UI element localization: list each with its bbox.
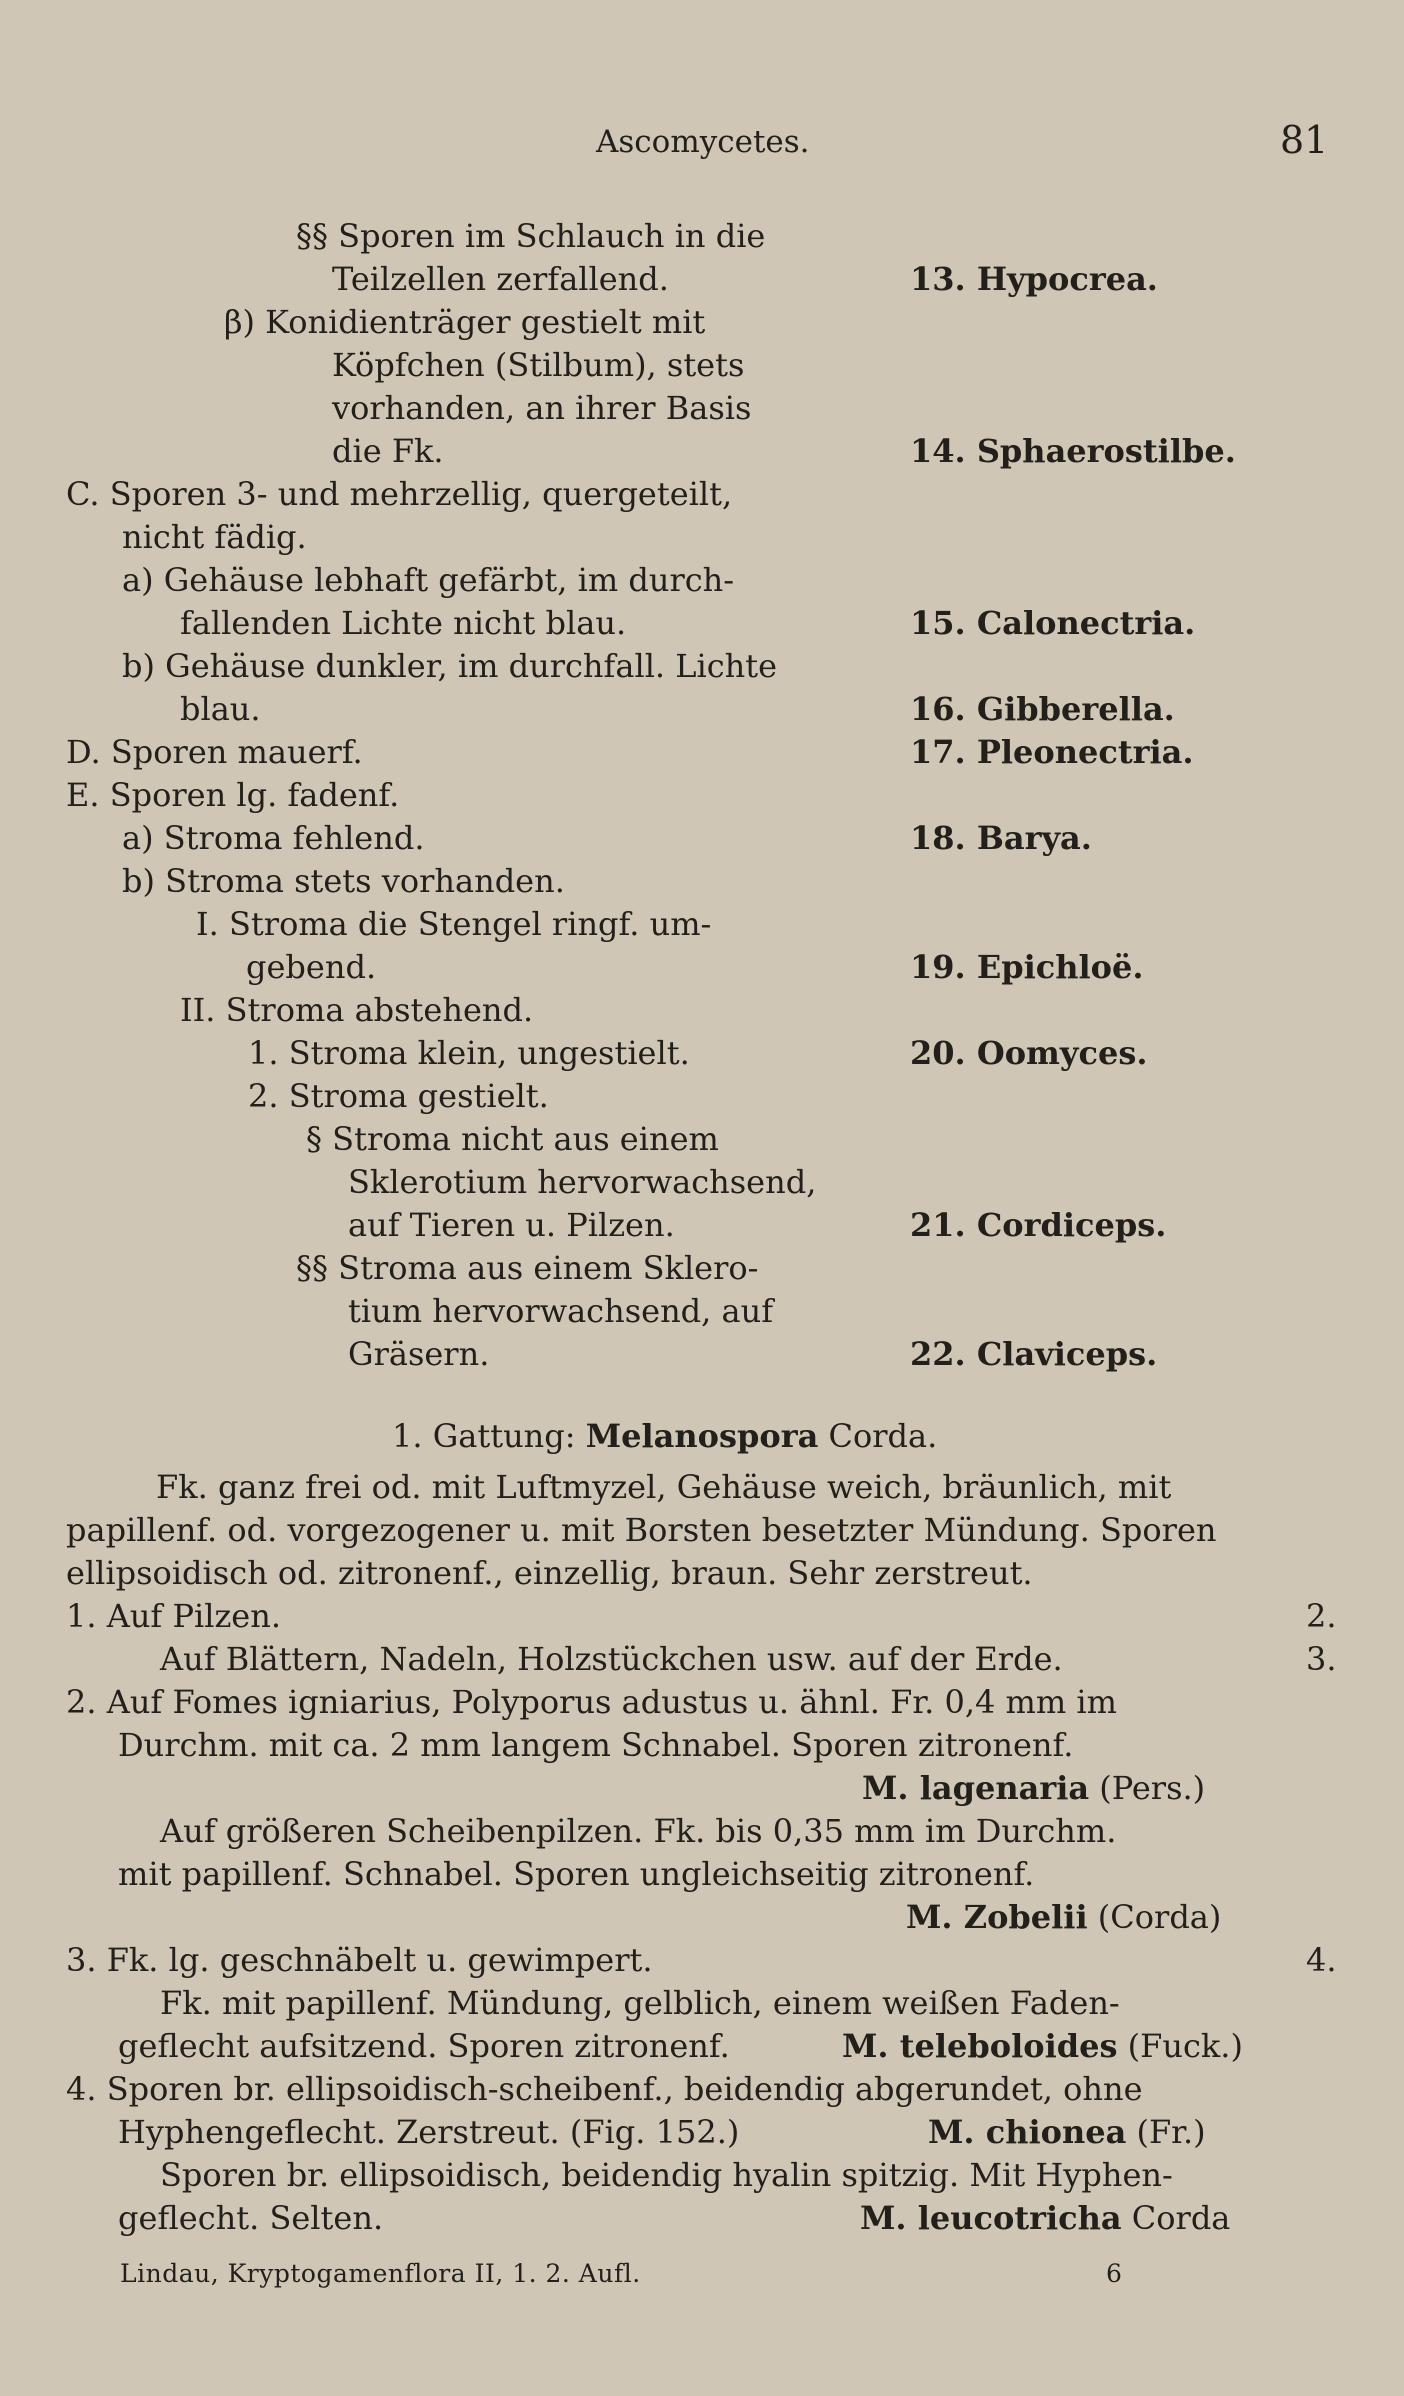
lead-reference: 4. xyxy=(1306,1941,1337,1979)
species-line: Hyphengeflecht. Zerstreut. (Fig. 152.) M. chionea (Fr.) xyxy=(118,2113,1206,2151)
species-name: M. teleboloides xyxy=(842,2027,1118,2065)
key-line: blau. 16. Gibberella. xyxy=(0,687,1404,731)
key-line: nicht fädig. xyxy=(122,518,307,556)
key-taxon: 13. Hypocrea. xyxy=(910,260,1158,298)
key-line: § Stroma nicht aus einem xyxy=(306,1120,719,1158)
key-taxon: 18. Barya. xyxy=(910,819,1092,857)
species-line: mit papillenf. Schnabel. Sporen ungleichseitig zitronenf. xyxy=(118,1855,1035,1893)
key-taxon: 16. Gibberella. xyxy=(910,690,1175,728)
key-line: β) Konidienträger gestielt mit xyxy=(224,303,706,341)
species-line: Durchm. mit ca. 2 mm langem Schnabel. Sporen zitronenf. xyxy=(118,1726,1074,1764)
key-line: 1. Stroma klein, ungestielt. 20. Oomyces. xyxy=(0,1031,1404,1075)
key-line: §§ Sporen im Schlauch in die xyxy=(296,217,766,255)
key-taxon: 17. Pleonectria. xyxy=(910,733,1194,771)
species-line: Auf größeren Scheibenpilzen. Fk. bis 0,35 mm im Durchm. xyxy=(160,1812,1117,1850)
key-taxon: 19. Epichloë. xyxy=(910,948,1144,986)
key-line: b) Gehäuse dunkler, im durchfall. Lichte xyxy=(122,647,778,685)
key-line: II. Stroma abstehend. xyxy=(180,991,534,1029)
key-line: Köpfchen (Stilbum), stets xyxy=(332,346,745,384)
species-line: 3. Fk. lg. geschnäbelt u. gewimpert. 4. xyxy=(0,1938,1404,1982)
species-line: Auf Blättern, Nadeln, Holzstückchen usw. auf der Erde. 3. xyxy=(0,1637,1404,1681)
key-line: E. Sporen lg. fadenf. xyxy=(66,776,400,814)
genus-name: Melanospora xyxy=(585,1417,819,1455)
description-line: ellipsoidisch od. zitronenf., einzellig, braun. Sehr zerstreut. xyxy=(66,1554,1033,1592)
key-line: Teilzellen zerfallend. 13. Hypocrea. xyxy=(0,257,1404,301)
species-name: M. leucotricha xyxy=(860,2199,1122,2237)
species-line xyxy=(0,1895,1404,1939)
key-line: C. Sporen 3- und mehrzellig, quergeteilt, xyxy=(66,475,733,513)
key-line: auf Tieren u. Pilzen. 21. Cordiceps. xyxy=(0,1203,1404,1247)
species-line: geflecht aufsitzend. Sporen zitronenf. M. teleboloides (Fuck.) xyxy=(118,2027,1243,2065)
species-line: 2. Auf Fomes igniarius, Polyporus adustus u. ähnl. Fr. 0,4 mm im xyxy=(66,1683,1117,1721)
species-author: (Fuck.) xyxy=(1127,2027,1243,2065)
description-line: papillenf. od. vorgezogener u. mit Borsten besetzter Mündung. Sporen xyxy=(66,1511,1217,1549)
page-number: 81 xyxy=(1280,118,1329,162)
species-author: (Corda) xyxy=(1097,1898,1222,1936)
key-line: b) Stroma stets vorhanden. xyxy=(122,862,565,900)
species-name: M. Zobelii xyxy=(906,1898,1088,1936)
key-line: gebend. 19. Epichloë. xyxy=(0,945,1404,989)
key-line: a) Stroma fehlend. 18. Barya. xyxy=(0,816,1404,860)
key-line: tium hervorwachsend, auf xyxy=(348,1292,774,1330)
footer xyxy=(0,2252,1404,2296)
species-line: Fk. mit papillenf. Mündung, gelblich, einem weißen Faden- xyxy=(160,1984,1120,2022)
running-title: Ascomycetes. xyxy=(596,124,810,160)
lead-reference: 3. xyxy=(1306,1640,1337,1678)
key-line: I. Stroma die Stengel ringf. um- xyxy=(196,905,712,943)
genus-prefix: 1. Gattung: xyxy=(392,1417,576,1455)
key-taxon: 21. Cordiceps. xyxy=(910,1206,1167,1244)
sheet-number: 6 xyxy=(1106,2259,1123,2288)
species-author: Corda xyxy=(1131,2199,1231,2237)
key-line: Sklerotium hervorwachsend, xyxy=(348,1163,817,1201)
genus-heading xyxy=(0,1414,1404,1458)
key-line: fallenden Lichte nicht blau. 15. Calonectria. xyxy=(0,601,1404,645)
species-name: M. lagenaria xyxy=(862,1769,1090,1807)
key-line: die Fk. 14. Sphaerostilbe. xyxy=(0,429,1404,473)
key-taxon: 20. Oomyces. xyxy=(910,1034,1148,1072)
lead-reference: 2. xyxy=(1306,1597,1337,1635)
sheet-signature: Lindau, Kryptogamenflora II, 1. 2. Aufl. xyxy=(120,2259,641,2288)
genus-author: Corda. xyxy=(828,1417,938,1455)
key-line: vorhanden, an ihrer Basis xyxy=(332,389,752,427)
key-line: a) Gehäuse lebhaft gefärbt, im durch- xyxy=(122,561,735,599)
species-line xyxy=(0,1766,1404,1810)
key-line: D. Sporen mauerf. 17. Pleonectria. xyxy=(0,730,1404,774)
species-line: geflecht. Selten. M. leucotricha Corda xyxy=(118,2199,1231,2237)
key-taxon: 22. Claviceps. xyxy=(910,1335,1158,1373)
key-line: §§ Stroma aus einem Sklero- xyxy=(296,1249,759,1287)
species-line: 4. Sporen br. ellipsoidisch-scheibenf., beidendig abgerundet, ohne xyxy=(66,2070,1143,2108)
key-line: Gräsern. 22. Claviceps. xyxy=(0,1332,1404,1376)
species-line: 1. Auf Pilzen. 2. xyxy=(0,1594,1404,1638)
key-taxon: 14. Sphaerostilbe. xyxy=(910,432,1236,470)
species-author: (Fr.) xyxy=(1136,2113,1206,2151)
description-line: Fk. ganz frei od. mit Luftmyzel, Gehäuse weich, bräunlich, mit xyxy=(156,1468,1172,1506)
running-header xyxy=(0,120,1404,164)
key-taxon: 15. Calonectria. xyxy=(910,604,1196,642)
key-line: 2. Stroma gestielt. xyxy=(248,1077,549,1115)
species-author: (Pers.) xyxy=(1099,1769,1206,1807)
species-name: M. chionea xyxy=(928,2113,1127,2151)
species-line: Sporen br. ellipsoidisch, beidendig hyalin spitzig. Mit Hyphen- xyxy=(160,2156,1173,2194)
